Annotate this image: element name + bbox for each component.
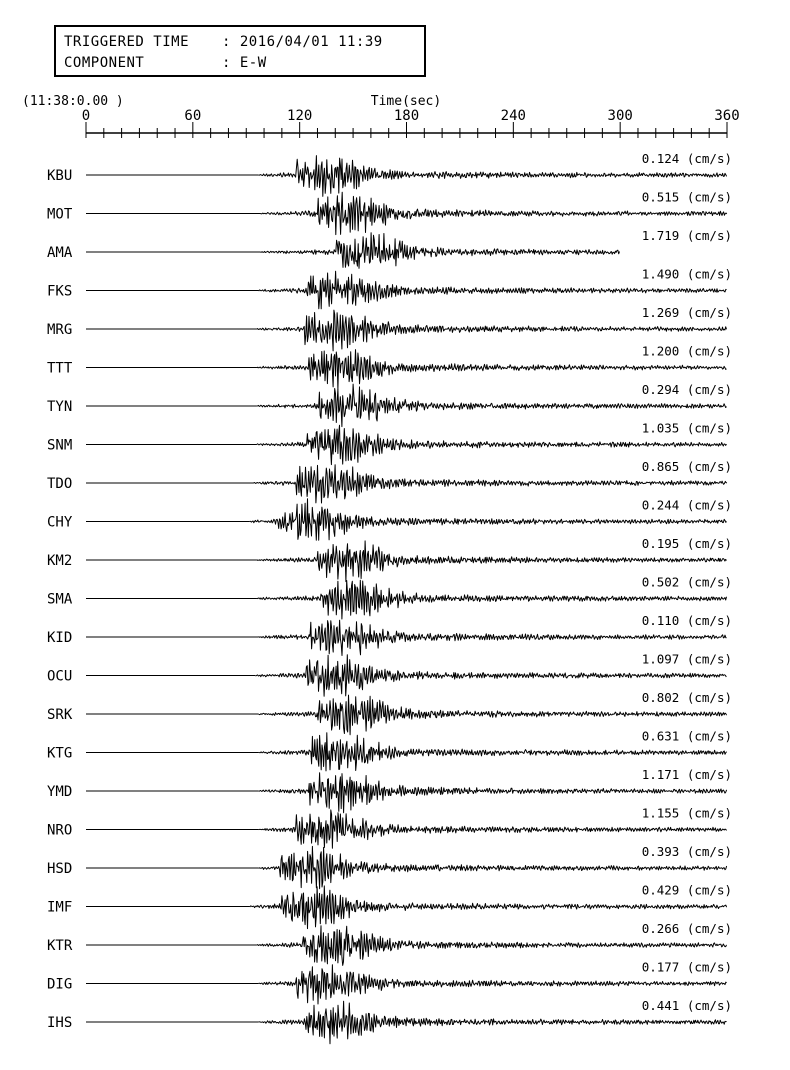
station-row-ttt bbox=[47, 344, 732, 390]
station-row-mrg bbox=[47, 305, 732, 351]
station-row-srk bbox=[47, 690, 732, 735]
station-label: TYN bbox=[47, 399, 73, 415]
waveform-trace bbox=[261, 233, 620, 269]
station-label: OCU bbox=[47, 668, 73, 685]
waveform-traces bbox=[47, 151, 732, 1044]
station-label: SRK bbox=[47, 707, 73, 723]
station-label: SMA bbox=[47, 591, 73, 608]
max-amplitude-label: 1.171 (cm/s) bbox=[641, 767, 732, 782]
station-label: HSD bbox=[47, 861, 73, 877]
station-row-dig bbox=[47, 960, 732, 1005]
max-amplitude-label: 0.393 (cm/s) bbox=[641, 844, 732, 859]
tick-label: 360 bbox=[714, 108, 740, 124]
max-amplitude-label: 0.124 (cm/s) bbox=[641, 151, 732, 166]
tick-label: 180 bbox=[393, 108, 420, 124]
station-label: YMD bbox=[47, 784, 73, 800]
station-label: FKS bbox=[47, 283, 73, 300]
station-label: CHY bbox=[47, 514, 73, 531]
station-row-ama bbox=[47, 228, 732, 268]
max-amplitude-label: 1.490 (cm/s) bbox=[641, 266, 732, 282]
max-amplitude-label: 0.441 (cm/s) bbox=[641, 998, 732, 1013]
max-amplitude-label: 0.865 (cm/s) bbox=[641, 459, 732, 474]
max-amplitude-label: 0.294 (cm/s) bbox=[641, 382, 732, 397]
station-label: KTG bbox=[47, 745, 73, 762]
station-row-chy bbox=[47, 498, 732, 541]
station-row-ihs bbox=[47, 998, 732, 1044]
max-amplitude-label: 0.244 (cm/s) bbox=[641, 497, 732, 513]
station-row-ktg bbox=[47, 729, 732, 771]
station-row-nro bbox=[47, 806, 732, 849]
component-label: COMPONENT bbox=[64, 55, 145, 71]
component-value: E-W bbox=[239, 55, 267, 71]
max-amplitude-label: 0.502 (cm/s) bbox=[641, 574, 732, 590]
max-amplitude-label: 1.269 (cm/s) bbox=[641, 305, 732, 320]
max-amplitude-label: 0.177 (cm/s) bbox=[641, 959, 732, 975]
max-amplitude-label: 1.035 (cm/s) bbox=[641, 420, 732, 436]
tick-label: 120 bbox=[287, 108, 313, 124]
station-row-km2 bbox=[47, 536, 732, 582]
station-label: KBU bbox=[47, 168, 73, 184]
station-label: KTR bbox=[47, 938, 73, 954]
station-label: KID bbox=[47, 630, 73, 646]
station-row-tyn bbox=[47, 382, 732, 427]
max-amplitude-label: 0.429 (cm/s) bbox=[641, 882, 732, 898]
time-axis bbox=[82, 108, 740, 138]
max-amplitude-label: 0.266 (cm/s) bbox=[641, 921, 732, 936]
station-label: SNM bbox=[47, 437, 73, 454]
station-row-imf bbox=[47, 883, 732, 929]
station-row-fks bbox=[47, 267, 732, 309]
max-amplitude-label: 0.195 (cm/s) bbox=[641, 536, 732, 551]
max-amplitude-label: 1.719 (cm/s) bbox=[641, 228, 732, 243]
max-amplitude-label: 0.110 (cm/s) bbox=[641, 613, 732, 628]
triggered-time-row: TRIGGERED TIME : 2016/04/01 11:39 bbox=[64, 34, 383, 50]
max-amplitude-label: 0.802 (cm/s) bbox=[641, 690, 732, 705]
station-label: IMF bbox=[47, 899, 73, 916]
component-row: COMPONENT : E-W bbox=[64, 55, 267, 71]
station-label: NRO bbox=[47, 822, 73, 839]
x-axis-title: Time(sec) bbox=[370, 94, 442, 109]
station-row-hsd bbox=[47, 844, 732, 889]
station-row-tdo bbox=[47, 459, 732, 503]
tick-label: 0 bbox=[81, 108, 91, 124]
station-label: TDO bbox=[47, 476, 73, 492]
station-label: DIG bbox=[47, 976, 73, 993]
station-label: MOT bbox=[47, 206, 73, 223]
triggered-time-label: TRIGGERED TIME bbox=[64, 34, 190, 50]
max-amplitude-label: 1.200 (cm/s) bbox=[641, 343, 732, 359]
station-row-kid bbox=[47, 613, 732, 656]
station-row-mot bbox=[47, 190, 732, 235]
max-amplitude-label: 0.515 (cm/s) bbox=[641, 189, 732, 205]
station-row-sma bbox=[47, 575, 732, 620]
station-row-ocu bbox=[47, 652, 732, 697]
tick-label: 60 bbox=[184, 108, 202, 124]
station-row-snm bbox=[47, 421, 732, 465]
max-amplitude-label: 1.155 (cm/s) bbox=[641, 805, 732, 821]
station-label: AMA bbox=[47, 245, 73, 261]
station-row-kbu bbox=[47, 151, 732, 196]
start-time-label: (11:38:0.00 ) bbox=[22, 94, 124, 109]
max-amplitude-label: 1.097 (cm/s) bbox=[641, 651, 732, 667]
station-label: MRG bbox=[47, 322, 73, 338]
tick-label: 240 bbox=[500, 108, 526, 124]
triggered-time-value: 2016/04/01 11:39 bbox=[239, 34, 383, 50]
station-label: KM2 bbox=[47, 553, 73, 569]
station-label: TTT bbox=[47, 360, 73, 377]
station-row-ktr bbox=[47, 921, 732, 965]
station-label: IHS bbox=[47, 1015, 73, 1031]
max-amplitude-label: 0.631 (cm/s) bbox=[641, 728, 732, 744]
station-row-ymd bbox=[47, 767, 732, 813]
tick-label: 300 bbox=[607, 108, 633, 124]
